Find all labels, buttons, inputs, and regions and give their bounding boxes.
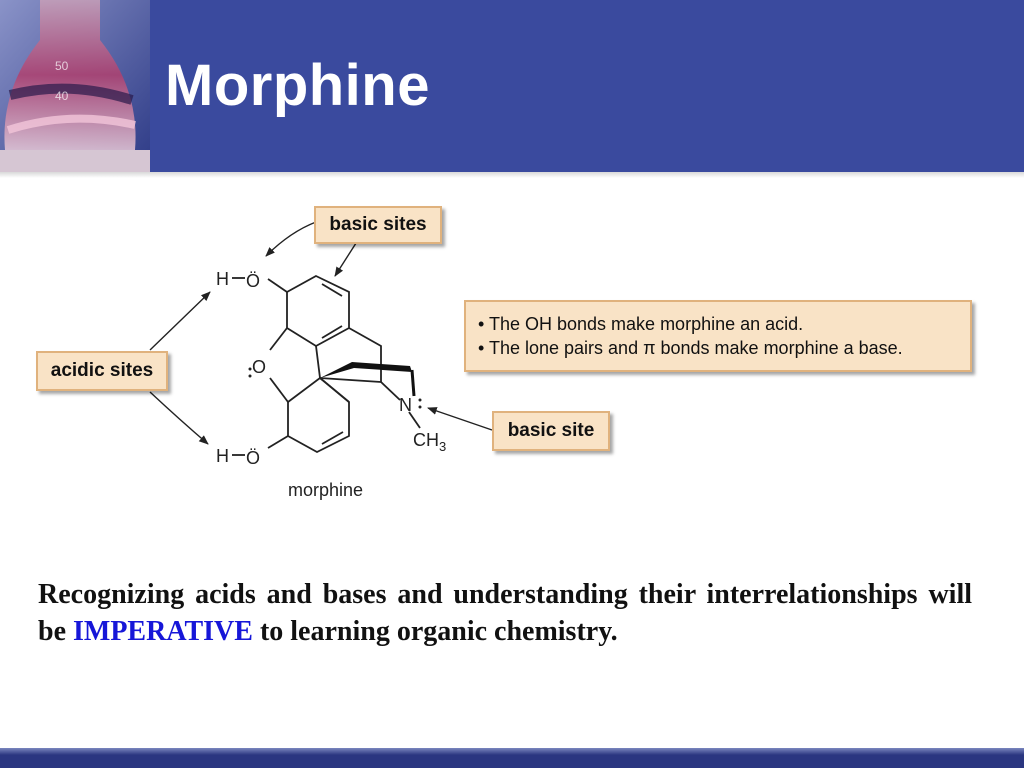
footer-bar [0, 748, 1024, 768]
slide-title: Morphine [165, 53, 430, 118]
header-bar [0, 0, 1024, 172]
emphasis-word: IMPERATIVE [73, 616, 253, 647]
note-line-1: • The OH bonds make morphine an acid. [478, 312, 958, 336]
atom-h-top: H [216, 269, 229, 289]
svg-text:50: 50 [55, 59, 69, 73]
lone-pair-dots [249, 368, 422, 409]
basic-site-label: basic site [492, 411, 610, 451]
atom-h-bottom: H [216, 446, 229, 466]
arrow-acidic-to-h-top [150, 292, 210, 350]
atom-o-ring: O [252, 357, 267, 377]
svg-text:40: 40 [55, 89, 69, 103]
arrow-basic-to-o-top [266, 222, 316, 256]
atom-o-top: Ö [246, 271, 261, 291]
arrow-acidic-to-h-bottom [150, 392, 208, 444]
basic-sites-label: basic sites [314, 206, 442, 244]
body-text-end: to learning organic chemistry. [252, 616, 618, 647]
atom-ch3: $CH_3$ [413, 430, 447, 454]
wedge-bond [320, 362, 412, 378]
body-paragraph [38, 576, 972, 650]
arrow-basic-to-ring [335, 240, 358, 276]
atom-n: N [399, 395, 412, 415]
body-text-start: Recognizing acids and bases and understanding their interrelationships will be [38, 579, 972, 647]
molecule-name: morphine [288, 480, 364, 500]
arrow-basic-to-n [428, 408, 492, 430]
acidic-sites-label: acidic sites [36, 351, 168, 391]
notes-box [464, 300, 972, 372]
note-line-2: • The lone pairs and π bonds make morphine a base. [478, 336, 958, 360]
atom-o-bottom: Ö [246, 448, 261, 468]
flask-image [0, 0, 150, 172]
